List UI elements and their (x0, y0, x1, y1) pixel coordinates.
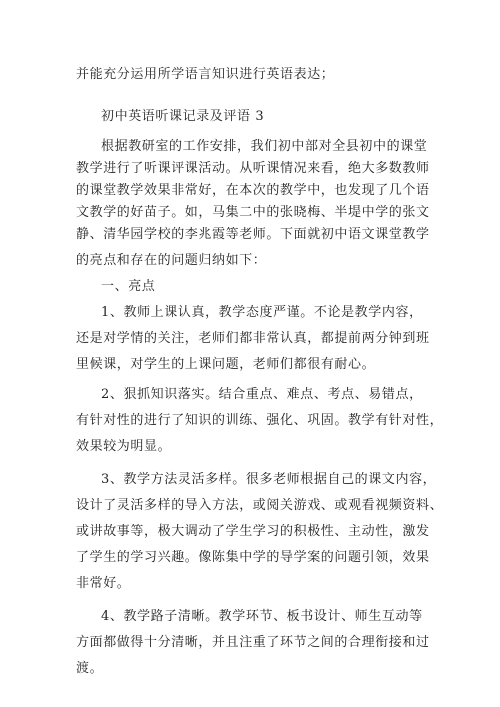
section-title: 初中英语听课记录及评语 3 (101, 109, 265, 124)
text-line: 还是对学情的关注，老师们都非常认真，都提前两分钟到班 (76, 331, 430, 346)
text-line: 教学进行了听课评课活动。从听课情况来看，绝大多数教师 (76, 161, 430, 176)
text-line: 静、清华园学校的李兆霞等老师。下面就初中语文课堂教学 (76, 227, 430, 242)
text-line: 的课堂教学效果非常好，在本次的教学中，也发现了几个语 (76, 183, 430, 198)
text-line: 3、教学方法灵活多样。很多老师根据自己的课文内容， (101, 472, 437, 487)
text-line: 非常好。 (76, 576, 131, 591)
subheading: 一、亮点 (101, 279, 156, 294)
text-line: 有针对性的进行了知识的训练、强化、巩固。教学有针对性， (76, 413, 444, 428)
text-line: 并能充分运用所学语言知识进行英语表达； (76, 67, 335, 82)
text-line: 4、教学路子清晰。教学环节、板书设计、师生互动等 (101, 609, 423, 624)
text-line: 文教学的好苗子。如，马集二中的张晓梅、半堤中学的张文 (76, 205, 430, 220)
text-line: 2、狠抓知识落实。结合重点、难点、考点、易错点， (101, 387, 423, 402)
text-line: 方面都做得十分清晰，并且注重了环节之间的合理衔接和过 (76, 635, 430, 650)
text-line: 了学生的学习兴趣。像陈集中学的导学案的问题引领，效果 (76, 550, 430, 565)
text-line: 的亮点和存在的问题归纳如下： (76, 253, 267, 268)
text-line: 渡。 (76, 661, 104, 676)
text-line: 设计了灵活多样的导入方法，或阅关游戏、或观看视频资料、 (76, 498, 444, 513)
text-line: 或讲故事等，极大调动了学生学习的积极性、主动性，激发 (76, 524, 430, 539)
text-line: 根据教研室的工作安排，我们初中部对全县初中的课堂 (101, 139, 428, 154)
text-line: 里候课，对学生的上课问题，老师们都很有耐心。 (76, 357, 376, 372)
text-line: 1、教师上课认真，教学态度严谨。不论是教学内容， (101, 305, 423, 320)
text-line: 效果较为明显。 (76, 439, 172, 454)
